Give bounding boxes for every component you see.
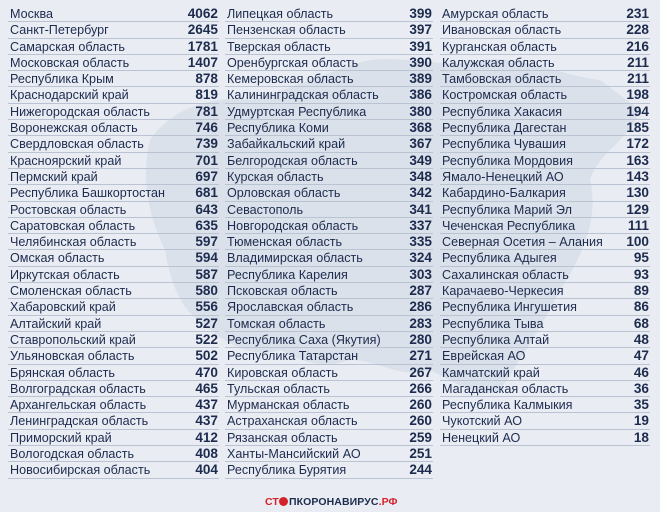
region-name: Республика Хакасия <box>442 104 563 119</box>
region-row <box>440 267 650 283</box>
case-count: 397 <box>409 22 432 38</box>
region-name: Калужская область <box>442 55 555 70</box>
case-count: 244 <box>409 462 432 478</box>
region-name: Республика Башкортостан <box>10 186 165 201</box>
region-row <box>225 316 433 332</box>
region-row <box>8 397 219 413</box>
region-name: Тверская область <box>227 39 331 54</box>
case-count: 386 <box>409 87 432 103</box>
region-name: Московская область <box>10 55 130 70</box>
case-count: 701 <box>195 152 218 168</box>
case-count: 819 <box>195 87 218 103</box>
region-row <box>225 430 433 446</box>
case-count: 389 <box>409 71 432 87</box>
region-row <box>8 381 219 397</box>
region-name: Нижегородская область <box>10 104 150 119</box>
region-row <box>440 185 650 201</box>
region-row <box>225 71 433 87</box>
region-name: Республика Адыгея <box>442 251 557 266</box>
regions-column-3 <box>440 6 650 446</box>
region-name: Республика Мордовия <box>442 153 573 168</box>
regions-column-1 <box>8 6 219 479</box>
region-name: Москва <box>10 7 53 21</box>
case-count: 259 <box>409 429 432 445</box>
region-row <box>8 22 219 38</box>
region-name: Новгородская область <box>227 218 359 233</box>
case-count: 260 <box>409 413 432 429</box>
region-row <box>8 202 219 218</box>
region-name: Брянская область <box>10 365 115 380</box>
case-count: 231 <box>626 6 649 21</box>
case-count: 283 <box>409 315 432 331</box>
region-name: Республика Чувашия <box>442 137 566 152</box>
region-row <box>225 185 433 201</box>
region-name: Воронежская область <box>10 121 138 136</box>
region-name: Республика Карелия <box>227 267 348 282</box>
case-count: 2645 <box>187 22 218 38</box>
case-count: 19 <box>633 413 649 429</box>
case-count: 522 <box>195 331 218 347</box>
case-count: 390 <box>409 54 432 70</box>
region-row <box>440 381 650 397</box>
case-count: 251 <box>409 446 432 462</box>
case-count: 36 <box>633 380 649 396</box>
region-name: Липецкая область <box>227 7 334 21</box>
region-name: Республика Коми <box>227 121 329 136</box>
region-row <box>8 250 219 266</box>
region-row <box>8 446 219 462</box>
region-name: Республика Дагестан <box>442 121 567 136</box>
region-name: Свердловская область <box>10 137 144 152</box>
region-name: Забайкальский край <box>227 137 346 152</box>
region-row <box>225 202 433 218</box>
region-name: Камчатский край <box>442 365 540 380</box>
region-name: Ивановская область <box>442 23 562 38</box>
region-name: Удмуртская Республика <box>227 104 367 119</box>
case-count: 635 <box>195 217 218 233</box>
region-row <box>8 267 219 283</box>
region-name: Приморский край <box>10 430 112 445</box>
case-count: 697 <box>195 168 218 184</box>
region-name: Республика Бурятия <box>227 463 347 478</box>
case-count: 324 <box>409 250 432 266</box>
region-name: Самарская область <box>10 39 125 54</box>
region-row <box>8 185 219 201</box>
region-name: Челябинская область <box>10 235 137 250</box>
regions-column-2 <box>225 6 433 479</box>
case-count: 228 <box>626 22 649 38</box>
case-count: 267 <box>409 364 432 380</box>
region-name: Рязанская область <box>227 430 338 445</box>
region-row <box>440 55 650 71</box>
region-row <box>440 332 650 348</box>
region-row <box>8 234 219 250</box>
case-count: 286 <box>409 299 432 315</box>
region-name: Республика Марий Эл <box>442 202 572 217</box>
case-count: 643 <box>195 201 218 217</box>
case-count: 1781 <box>187 38 218 54</box>
case-count: 587 <box>195 266 218 282</box>
region-name: Пермский край <box>10 169 98 184</box>
region-name: Костромская область <box>442 88 568 103</box>
region-name: Чеченская Республика <box>442 218 576 233</box>
region-row <box>225 136 433 152</box>
region-name: Краснодарский край <box>10 88 129 103</box>
region-row <box>8 365 219 381</box>
region-row <box>225 299 433 315</box>
region-row <box>8 430 219 446</box>
case-count: 271 <box>409 348 432 364</box>
region-row <box>440 348 650 364</box>
region-row <box>225 87 433 103</box>
case-count: 470 <box>195 364 218 380</box>
case-count: 337 <box>409 217 432 233</box>
region-name: Саратовская область <box>10 218 136 233</box>
region-row <box>440 299 650 315</box>
region-name: Санкт-Петербург <box>10 23 109 38</box>
region-name: Вологодская область <box>10 447 135 462</box>
case-count: 342 <box>409 185 432 201</box>
region-row <box>440 316 650 332</box>
region-name: Северная Осетия – Алания <box>442 235 603 250</box>
region-row <box>8 218 219 234</box>
region-name: Калининградская область <box>227 88 379 103</box>
case-count: 594 <box>195 250 218 266</box>
case-count: 211 <box>627 71 649 87</box>
case-count: 100 <box>626 234 649 250</box>
case-count: 111 <box>627 217 649 233</box>
case-count: 303 <box>409 266 432 282</box>
region-name: Тульская область <box>227 381 330 396</box>
case-count: 408 <box>195 446 218 462</box>
region-row <box>440 153 650 169</box>
region-row <box>440 136 650 152</box>
region-row <box>8 153 219 169</box>
region-name: Курганская область <box>442 39 557 54</box>
region-row <box>8 55 219 71</box>
region-row <box>225 39 433 55</box>
case-count: 280 <box>409 331 432 347</box>
region-name: Кировская область <box>227 365 338 380</box>
region-name: Кемеровская область <box>227 72 354 87</box>
region-row <box>8 316 219 332</box>
case-count: 368 <box>409 120 432 136</box>
region-row <box>8 6 219 22</box>
case-count: 260 <box>409 397 432 413</box>
region-row <box>8 39 219 55</box>
region-name: Астраханская область <box>227 414 358 429</box>
case-count: 48 <box>633 331 649 347</box>
region-row <box>440 202 650 218</box>
region-row <box>225 169 433 185</box>
case-count: 68 <box>633 315 649 331</box>
region-name: Амурская область <box>442 7 549 21</box>
region-name: Орловская область <box>227 186 341 201</box>
region-name: Ульяновская область <box>10 349 135 364</box>
case-count: 35 <box>633 397 649 413</box>
region-name: Тюменская область <box>227 235 343 250</box>
region-row <box>8 169 219 185</box>
region-row <box>225 104 433 120</box>
region-row <box>8 283 219 299</box>
stopcoronavirus-logo: СТ ПКОРОНАВИРУС.РФ <box>265 496 398 508</box>
region-row <box>440 6 650 22</box>
case-count: 341 <box>409 201 432 217</box>
region-row <box>225 332 433 348</box>
case-count: 391 <box>409 38 432 54</box>
region-row <box>225 365 433 381</box>
region-name: Псковская область <box>227 284 338 299</box>
region-row <box>440 39 650 55</box>
region-name: Тамбовская область <box>442 72 562 87</box>
region-row <box>440 71 650 87</box>
region-row <box>8 348 219 364</box>
region-name: Архангельская область <box>10 398 147 413</box>
region-row <box>225 6 433 22</box>
case-count: 1407 <box>187 54 218 70</box>
region-row <box>225 348 433 364</box>
region-row <box>225 22 433 38</box>
case-count: 216 <box>626 38 649 54</box>
region-row <box>440 22 650 38</box>
region-row <box>8 413 219 429</box>
case-count: 4062 <box>187 6 218 21</box>
region-row <box>225 267 433 283</box>
region-row <box>225 283 433 299</box>
case-count: 95 <box>633 250 649 266</box>
case-count: 194 <box>626 103 649 119</box>
region-row <box>440 283 650 299</box>
case-count: 739 <box>195 136 218 152</box>
case-count: 399 <box>409 6 432 21</box>
region-row <box>8 299 219 315</box>
case-count: 380 <box>409 103 432 119</box>
region-name: Севастополь <box>227 202 304 217</box>
region-row <box>225 413 433 429</box>
region-row <box>440 430 650 446</box>
region-row <box>440 397 650 413</box>
region-row <box>440 234 650 250</box>
region-name: Ставропольский край <box>10 332 136 347</box>
region-name: Волгоградская область <box>10 381 146 396</box>
region-row <box>225 397 433 413</box>
region-name: Мурманская область <box>227 398 350 413</box>
region-name: Алтайский край <box>10 316 102 331</box>
case-count: 130 <box>626 185 649 201</box>
case-count: 746 <box>195 120 218 136</box>
region-row <box>440 218 650 234</box>
region-name: Чукотский АО <box>442 414 522 429</box>
region-name: Владимирская область <box>227 251 363 266</box>
case-count: 367 <box>409 136 432 152</box>
region-name: Карачаево-Черкесия <box>442 284 564 299</box>
case-count: 89 <box>633 283 649 299</box>
region-name: Хабаровский край <box>10 300 116 315</box>
case-count: 18 <box>633 429 649 445</box>
region-row <box>225 462 433 478</box>
case-count: 143 <box>626 168 649 184</box>
region-name: Ханты-Мансийский АО <box>227 447 361 462</box>
region-name: Республика Калмыкия <box>442 398 573 413</box>
region-row <box>8 136 219 152</box>
case-count: 129 <box>626 201 649 217</box>
region-row <box>8 120 219 136</box>
case-count: 348 <box>409 168 432 184</box>
region-row <box>8 104 219 120</box>
case-count: 349 <box>409 152 432 168</box>
case-count: 46 <box>633 364 649 380</box>
region-name: Новосибирская область <box>10 463 151 478</box>
region-name: Республика Ингушетия <box>442 300 577 315</box>
region-name: Республика Тыва <box>442 316 544 331</box>
region-row <box>8 332 219 348</box>
region-name: Республика Крым <box>10 72 114 87</box>
region-row <box>225 120 433 136</box>
region-name: Омская область <box>10 251 105 266</box>
case-count: 185 <box>626 120 649 136</box>
case-count: 556 <box>195 299 218 315</box>
region-row <box>440 365 650 381</box>
region-row <box>440 120 650 136</box>
case-count: 412 <box>195 429 218 445</box>
region-name: Республика Саха (Якутия) <box>227 332 381 347</box>
case-count: 437 <box>195 413 218 429</box>
case-count: 93 <box>633 266 649 282</box>
region-name: Белгородская область <box>227 153 358 168</box>
region-row <box>440 87 650 103</box>
region-name: Иркутская область <box>10 267 120 282</box>
case-count: 597 <box>195 234 218 250</box>
region-name: Республика Алтай <box>442 332 550 347</box>
region-row <box>225 55 433 71</box>
region-name: Сахалинская область <box>442 267 569 282</box>
region-name: Ростовская область <box>10 202 127 217</box>
region-row <box>8 462 219 478</box>
case-count: 198 <box>626 87 649 103</box>
region-name: Ненецкий АО <box>442 430 521 445</box>
region-row <box>8 71 219 87</box>
region-name: Ленинградская область <box>10 414 149 429</box>
case-count: 211 <box>627 54 649 70</box>
virus-o-icon <box>279 497 288 506</box>
case-count: 502 <box>195 348 218 364</box>
region-name: Красноярский край <box>10 153 122 168</box>
case-count: 172 <box>626 136 649 152</box>
region-row <box>225 218 433 234</box>
region-name: Курская область <box>227 169 324 184</box>
region-row <box>440 169 650 185</box>
case-count: 580 <box>195 283 218 299</box>
region-row <box>440 250 650 266</box>
case-count: 266 <box>409 380 432 396</box>
case-count: 404 <box>195 462 218 478</box>
region-row <box>225 234 433 250</box>
region-row <box>225 446 433 462</box>
region-row <box>225 250 433 266</box>
region-row <box>225 153 433 169</box>
region-row <box>225 381 433 397</box>
region-row <box>8 87 219 103</box>
region-name: Ямало-Ненецкий АО <box>442 169 564 184</box>
case-count: 465 <box>195 380 218 396</box>
region-row <box>440 104 650 120</box>
case-count: 47 <box>633 348 649 364</box>
case-count: 527 <box>195 315 218 331</box>
region-name: Томская область <box>227 316 326 331</box>
region-name: Магаданская область <box>442 381 569 396</box>
case-count: 878 <box>195 71 218 87</box>
case-count: 335 <box>409 234 432 250</box>
case-count: 781 <box>195 103 218 119</box>
region-name: Еврейская АО <box>442 349 526 364</box>
case-count: 163 <box>626 152 649 168</box>
region-row <box>440 413 650 429</box>
region-name: Пензенская область <box>227 23 346 38</box>
region-name: Ярославская область <box>227 300 354 315</box>
region-name: Кабардино-Балкария <box>442 186 566 201</box>
region-name: Республика Татарстан <box>227 349 359 364</box>
case-count: 437 <box>195 397 218 413</box>
region-name: Оренбургская область <box>227 55 359 70</box>
case-count: 86 <box>633 299 649 315</box>
case-count: 681 <box>195 185 218 201</box>
region-name: Смоленская область <box>10 284 132 299</box>
case-count: 287 <box>409 283 432 299</box>
